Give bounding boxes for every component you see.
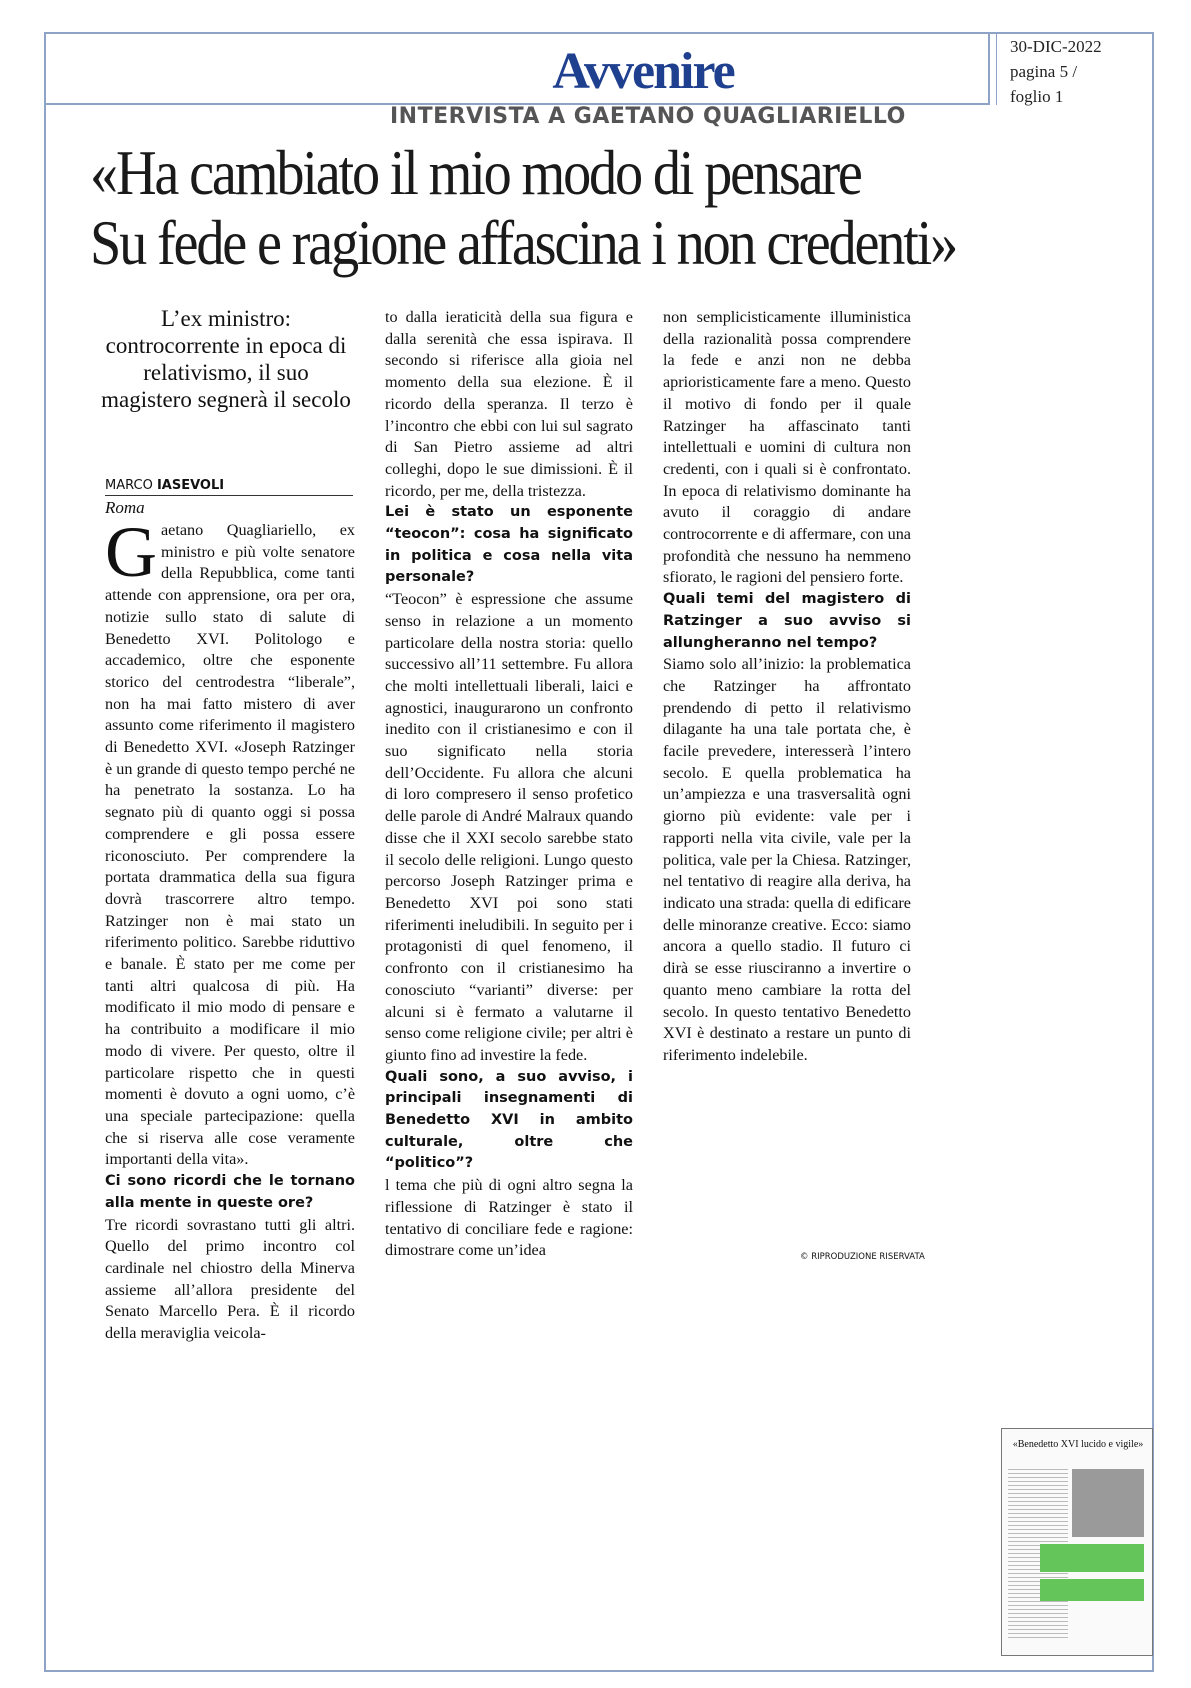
answer-paragraph: “Teocon” è espressione che assume senso in relazione a un momento particolare della nostra storia: quello successivo all’11 settembre. Fu allora che molti intellettuali liberali, laici e agnostici, inaugurarono un confronto inedito con il cristianesimo e con il suo significato nella storia dell’Occidente. Fu allora che alcuni di loro compresero il senso profetico delle parole di André Malraux quando disse che il XXI secolo sarebbe stato il secolo delle religioni. Lungo questo percorso Joseph Ratzinger prima e Benedetto XVI poi sono stati riferimenti ineludibili. In seguito per i protagonisti di quel fenomeno, il confronto con il cristianesimo ha conosciuto “varianti” diverse: per alcuni si è fermato a valutarne il senso come religione civile; per altri è giunto fino ad investire la fede. — [385, 590, 633, 1064]
byline-first-name: MARCO — [105, 478, 157, 493]
page-number: pagina 5 / — [1010, 62, 1078, 81]
header-divider-inner — [996, 32, 997, 105]
article-column-1 — [105, 512, 355, 1345]
lead-paragraph — [105, 512, 355, 1171]
header-divider — [988, 32, 990, 105]
thumbnail-title: «Benedetto XVI lucido e vigile» — [1012, 1439, 1144, 1450]
interview-question-3: Quali sono, a suo avviso, i principali insegnamenti di Benedetto XVI in ambito culturale, oltre che “politico”? — [385, 1068, 633, 1172]
article-subhead: L’ex ministro: controcorrente in epoca di relativismo, il suo magistero segnerà il secolo — [101, 306, 351, 412]
article-column-3 — [663, 307, 911, 1067]
headline-line-1: «Ha cambiato il mio modo di pensare — [90, 137, 861, 208]
article-headline — [90, 138, 1150, 278]
thumbnail-highlight — [1040, 1544, 1144, 1572]
answer-paragraph: Tre ricordi sovrastano tutti gli altri. Quello del primo incontro col cardinale nel chiostro della Minerva assieme all’allora presidente del Senato Marcello Pera. È il ricordo della meraviglia veicola- — [105, 1215, 355, 1343]
publication-meta — [1010, 34, 1150, 109]
article-kicker: INTERVISTA A GAETANO QUAGLIARIELLO — [390, 104, 906, 129]
publication-date: 30-DIC-2022 — [1010, 37, 1102, 56]
drop-cap: G — [105, 512, 157, 592]
dateline-place: Roma — [105, 498, 145, 517]
article-column-2 — [385, 307, 633, 1262]
masthead-logo: Avvenire — [552, 43, 734, 100]
sheet-number: foglio 1 — [1010, 87, 1064, 106]
byline-surname: IASEVOLI — [156, 478, 225, 493]
page-thumbnail — [1001, 1428, 1153, 1656]
copyright-note: © RIPRODUZIONE RISERVATA — [800, 1252, 925, 1262]
answer-paragraph: non semplicisticamente illuministica della razionalità possa comprendere la fede e anzi non ne debba aprioristicamente fare a meno. Questo il motivo di fondo per il quale Ratzinger ha affascinato tanti intellettuali e uomini di cultura non credenti, con i quali si è confrontato. In epoca di relativismo dominante ha avuto il coraggio di andare controcorrente e di affermare, con una profondità che nessuno ha nemmeno sfiorato, le ragioni del pensiero forte. — [663, 308, 911, 587]
lead-paragraph-text: aetano Quagliariello, ex ministro e più volte senatore della Repubblica, come tanti attende con apprensione, ora per ora, notizie sullo stato di salute di Benedetto XVI. Politologo e accademico, oltre che esponente storico del centrodestra “liberale”, non ha mai fatto mistero di aver assunto come riferimento il magistero di Benedetto XVI. «Joseph Ratzinger è un grande di questo tempo perché ne ha penetrato la sostanza. Lo ha segnato più di quanto oggi si possa comprendere e gli possa essere riconosciuto. Per comprendere la portata drammatica della sua figura dovrà trascorrere altro tempo. Ratzinger non è mai stato un riferimento politico. Sarebbe riduttivo e banale. È stato per me come per tanti altri qualcosa di più. Ha modificato il mio modo di pensare e ha contribuito a modificare il mio modo di vivere. Per questo, oltre il particolare rispetto che in questi momenti è dovuto a ogni uomo, c’è una speciale partecipazione: quella che si riserva alle cose veramente importanti della vita». — [105, 521, 355, 1169]
thumbnail-highlight-2 — [1040, 1579, 1144, 1601]
byline — [105, 478, 353, 496]
answer-paragraph: l tema che più di ogni altro segna la riflessione di Ratzinger è stato il tentativo di conciliare fede e ragione: dimostrare come un’idea — [385, 1176, 633, 1260]
answer-paragraph: to dalla ieraticità della sua figura e dalla serenità che essa ispirava. Il secondo si riferisce alla gioia nel momento della sua elezione. È il ricordo della speranza. Il terzo è l’incontro che ebbi con lui sul sagrato di San Pietro assieme ad altri colleghi, dopo le sue dimissioni. È il ricordo, per me, della tristezza. — [385, 308, 633, 500]
interview-question-4: Quali temi del magistero di Ratzinger a suo avviso si allungheranno nel tempo? — [663, 591, 911, 651]
answer-paragraph: Siamo solo all’inizio: la problematica che Ratzinger ha affrontato prendendo di petto il relativismo dilagante ha una tale portata che, è facile prevedere, interesserà l’intero secolo. E quella problematica ha un’ampiezza e una trasversalità ogni giorno più evidente: vale per i rapporti nella vita civile, vale per la politica, vale per la Chiesa. Ratzinger, nel tentativo di reagire alla deriva, ha indicato una strada: quella di edificare delle minoranze creative. Ecco: siamo ancora a quello stadio. Il futuro ci dirà se esse riusciranno a invertire o quanto meno cambiare la rotta del secolo. In questo tentativo Benedetto XVI è destinato a restare un punto di riferimento indelebile. — [663, 655, 911, 1064]
thumbnail-photo — [1072, 1469, 1144, 1537]
interview-question-1: Ci sono ricordi che le tornano alla mente in queste ore? — [105, 1173, 355, 1211]
headline-line-2: Su fede e ragione affascina i non credenti» — [90, 207, 957, 278]
interview-question-2: Lei è stato un esponente “teocon”: cosa ha significato in politica e cosa nella vita personale? — [385, 504, 633, 586]
